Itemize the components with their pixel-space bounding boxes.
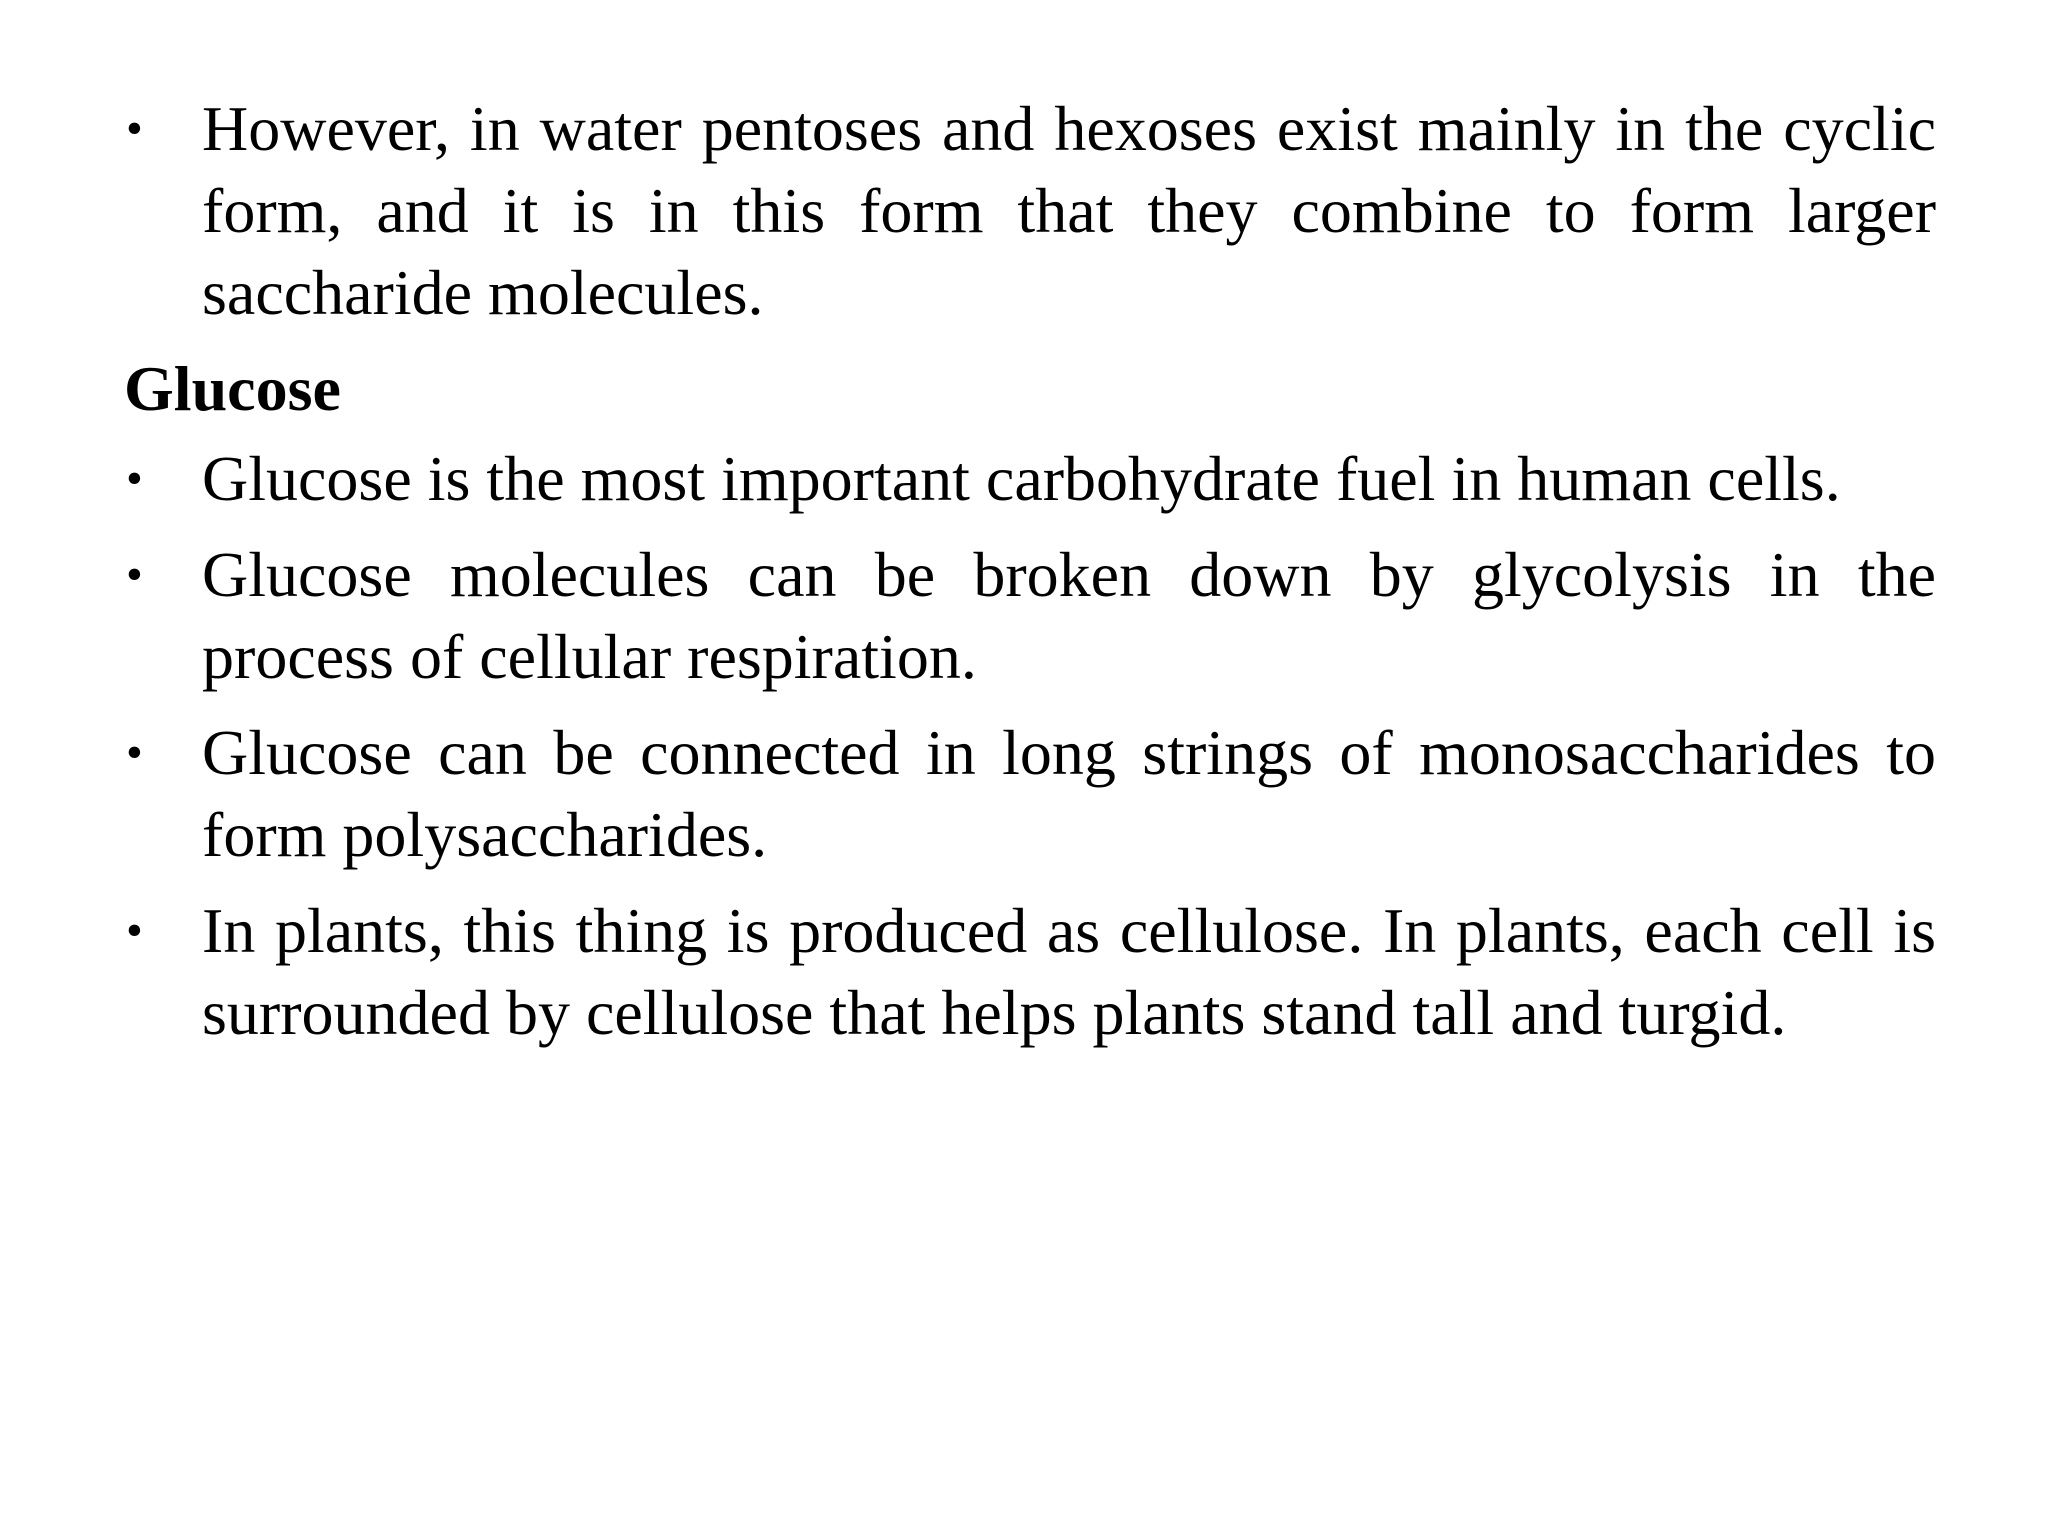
bullet-dot-icon: • [126,726,143,779]
slide-content [124,88,1936,1068]
bullet-text: Glucose can be connected in long strings of monosaccharides to form polysaccharides. [202,717,1936,870]
bullet-dot-icon: • [126,548,143,601]
bullet-text: Glucose molecules can be broken down by glycolysis in the process of cellular respiration. [202,539,1936,692]
bullet-dot-icon: • [126,452,143,505]
bullet-item [124,890,1936,1054]
bullet-text: Glucose is the most important carbohydrate fuel in human cells. [202,443,1841,514]
bullet-item [124,438,1936,520]
bullet-dot-icon: • [126,102,143,155]
bullet-item [124,88,1936,334]
bullet-item [124,712,1936,876]
bullet-item [124,534,1936,698]
bullet-dot-icon: • [126,904,143,957]
bullet-text: In plants, this thing is produced as cellulose. In plants, each cell is surrounded by cellulose that helps plants stand tall and turgid. [202,895,1936,1048]
section-heading: Glucose [124,353,341,424]
bullet-text: However, in water pentoses and hexoses exist mainly in the cyclic form, and it is in this form that they combine to form larger saccharide molecules. [202,93,1936,328]
